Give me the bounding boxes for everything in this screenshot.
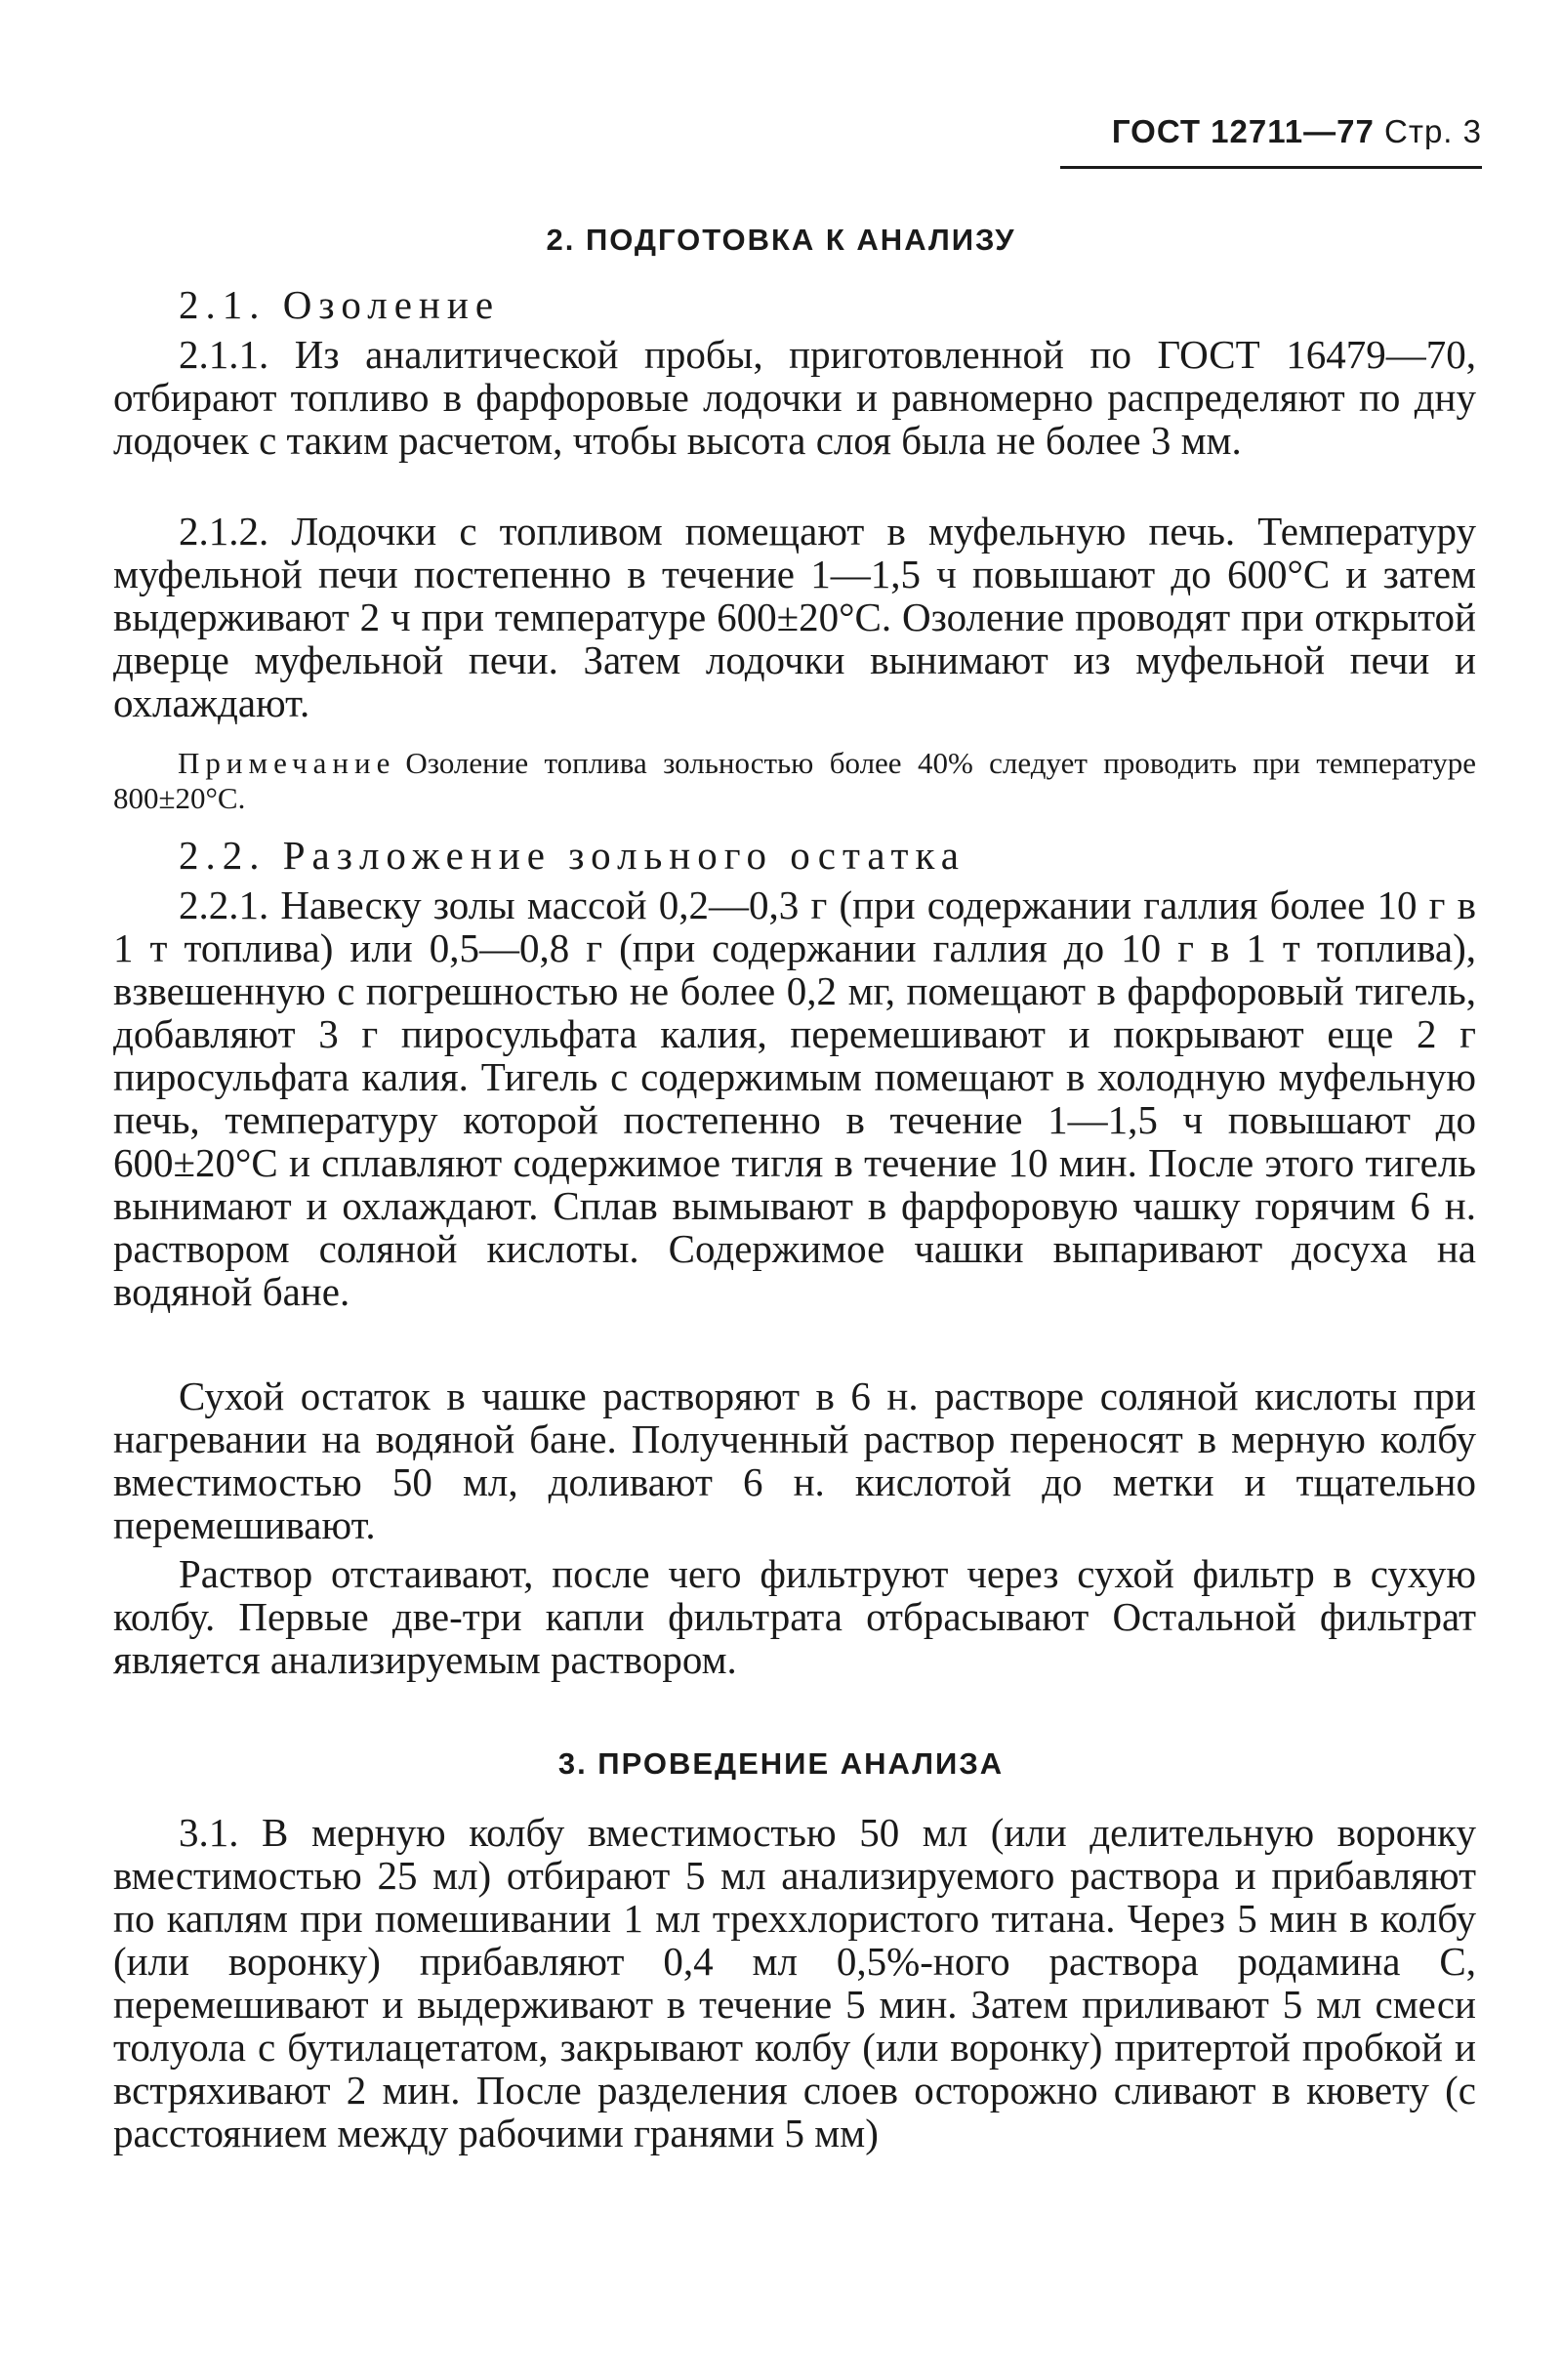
section-3-title: 3. ПРОВЕДЕНИЕ АНАЛИЗА xyxy=(557,1746,1005,1781)
paragraph-settling xyxy=(113,1552,1476,1681)
page-number: Стр. 3 xyxy=(1384,113,1482,149)
paragraph-2-1-2-text: 2.1.2. Лодочки с топливом помещают в муфельную печь. Температуру муфельной печи постепенно в течение 1—1,5 ч повышают до 600°С и затем выдерживают 2 ч при температуре 600±20°С. Озоление проводят при открытой дверце муфельной печи. Затем лодочки вынимают из муфельной печи и охлаждают. xyxy=(113,509,1476,725)
paragraph-2-1-1-text: 2.1.1. Из аналитической пробы, приготовленной по ГОСТ 16479—70, отбирают топливо в фарфоровые лодочки и равномерно распределяют по дну лодочек с таким расчетом, чтобы высота слоя была не более 3 мм. xyxy=(113,332,1476,463)
running-header xyxy=(1060,113,1482,150)
section-2-title: 2. ПОДГОТОВКА К АНАЛИЗУ xyxy=(546,223,1016,257)
paragraph-2-2-1-text: 2.2.1. Навеску золы массой 0,2—0,3 г (при содержании галлия более 10 г в 1 т топлива) или 0,5—0,8 г (при содержании галлия до 10 г в 1 т топлива), взвешенную с погрешностью не более 0,2 мг, помещают в фарфоровый тигель, добавляют 3 г пиросульфата калия, перемешивают и покрывают еще 2 г пиросульфата калия. Тигель с содержимым помещают в холодную муфельную печь, температуру которой постепенно в течение 1—1,5 ч повышают до 600±20°С и сплавляют содержимое тигля в течение 10 мин. После этого тигель вынимают и охлаждают. Сплав вымывают в фарфоровую чашку горячим 6 н. раствором соляной кислоты. Содержимое чашки выпаривают досуха на водяной бане. xyxy=(113,882,1476,1314)
doc-id: ГОСТ 12711—77 xyxy=(1111,113,1375,149)
paragraph-2-2-1 xyxy=(113,883,1476,1313)
paragraph-3-1-text: 3.1. В мерную колбу вместимостью 50 мл (или делительную воронку вместимостью 25 мл) отбирают 5 мл анализируемого раствора и прибавляют по каплям при помешивании 1 мл треххлористого титана. Через 5 мин в колбу (или воронку) прибавляют 0,4 мл 0,5%-ного раствора родамина С, перемешивают и выдерживают в течение 5 мин. Затем приливают 5 мл смеси толуола с бутилацетатом, закрывают колбу (или воронку) притертой пробкой и встряхивают 2 мин. После разделения слоев осторожно сливают в кювету (с расстоянием между рабочими гранями 5 мм) xyxy=(113,1810,1476,2155)
subsection-2-2-heading: 2.2. Разложение зольного остатка xyxy=(179,833,966,878)
paragraph-2-1-1 xyxy=(113,333,1476,462)
subsection-2-1-heading: 2.1. Озоление xyxy=(179,282,501,327)
note-label: Примечание xyxy=(178,746,396,780)
note-text: Озоление топлива зольностью более 40% следует проводить при температуре 800±20°С. xyxy=(113,746,1476,815)
note xyxy=(113,746,1476,816)
paragraph-dry-residue-text: Сухой остаток в чашке растворяют в 6 н. растворе соляной кислоты при нагревании на водяной бане. Полученный раствор переносят в мерную колбу вместимостью 50 мл, доливают 6 н. кислотой до метки и тщательно перемешивают. xyxy=(113,1374,1476,1547)
header-rule xyxy=(1060,166,1482,169)
paragraph-settling-text: Раствор отстаивают, после чего фильтруют через сухой фильтр в сухую колбу. Первые две-три капли фильтрата отбрасывают Остальной фильтрат является анализируемым раствором. xyxy=(113,1551,1476,1682)
paragraph-3-1 xyxy=(113,1811,1476,2154)
paragraph-dry-residue xyxy=(113,1375,1476,1546)
paragraph-2-1-2 xyxy=(113,510,1476,724)
